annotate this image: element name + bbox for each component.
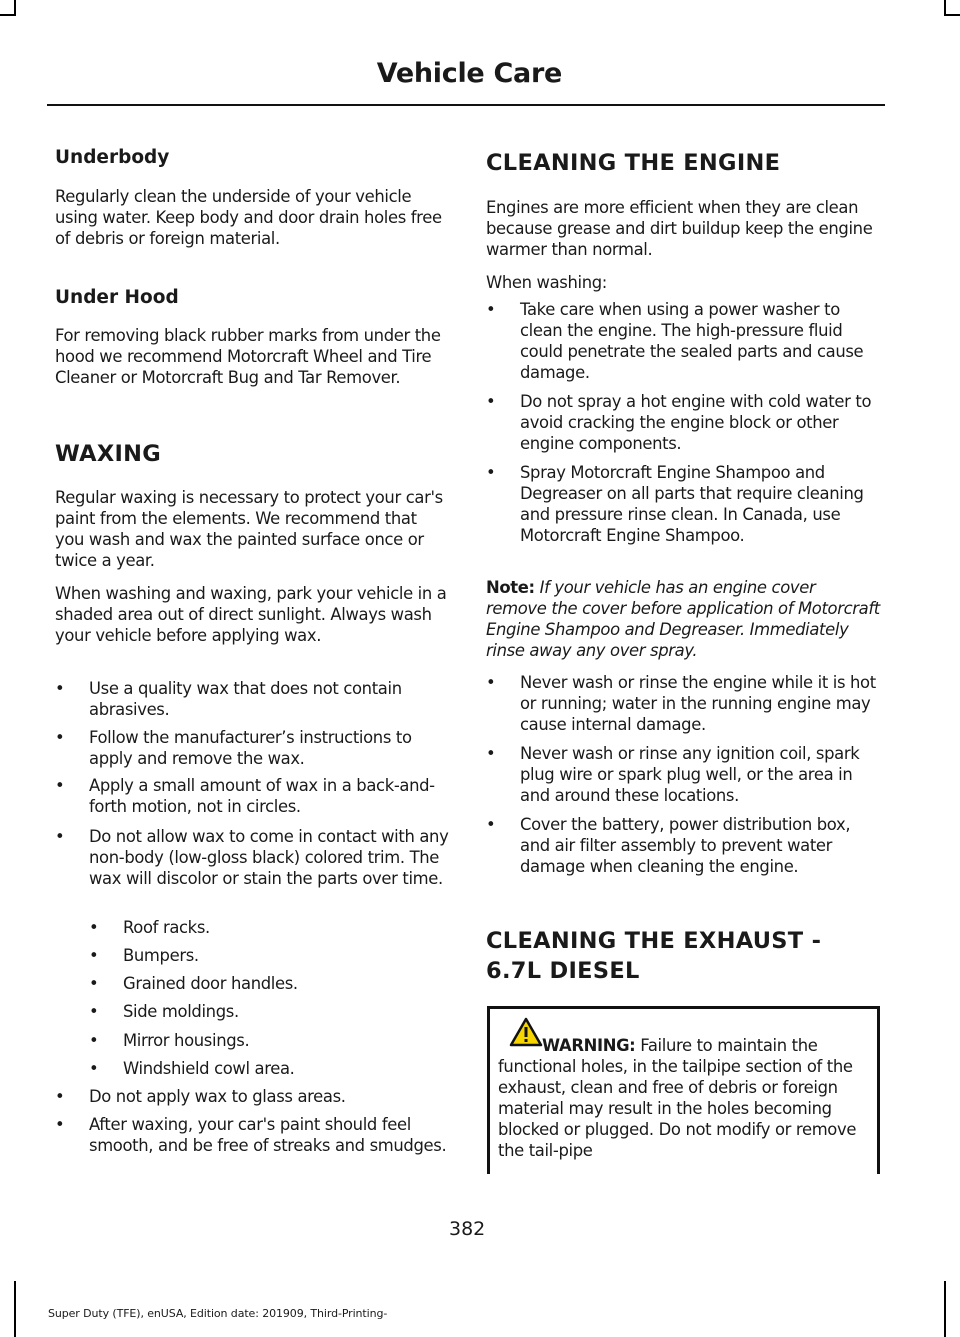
warning-box: [487, 1006, 880, 1174]
crop-mark: [0, 14, 16, 16]
note-paragraph: [486, 577, 880, 661]
warning-text: Failure to maintain the functional holes, in the tailpipe section of the exhaust, clean and free of debris or foreign material may result in the holes becoming blocked or plugged. Do not modify or remove the tail-pipe: [498, 1036, 857, 1160]
sub-list-item: • Grained door handles.: [89, 974, 298, 993]
crop-mark: [944, 1281, 946, 1337]
crop-mark: [14, 1281, 16, 1337]
footer-edition: Super Duty (TFE), enUSA, Edition date: 201909, Third-Printing-: [48, 1307, 388, 1320]
note-text: If your vehicle has an engine cover remove the cover before application of Motorcraft Engine Shampoo and Degreaser. Immediately rinse away any over spray.: [486, 578, 880, 660]
list-item: • Spray Motorcraft Engine Shampoo and Degreaser on all parts that require cleaning and pressure rinse clean. In Canada, use Motorcraft Engine Shampoo.: [486, 463, 864, 545]
waxing-paragraph-1: Regular waxing is necessary to protect your car's paint from the elements. We recommend that you wash and wax the painted surface once or twice a year.: [55, 488, 443, 570]
list-item: • Take care when using a power washer to clean the engine. The high-pressure fluid could penetrate the sealed parts and cause damage.: [486, 300, 864, 382]
crop-mark: [944, 14, 960, 16]
page-number: 382: [449, 1218, 486, 1240]
list-item: • Never wash or rinse any ignition coil, spark plug wire or spark plug well, or the area in and around these locations.: [486, 744, 860, 805]
header-divider: [47, 104, 885, 106]
list-item: • Never wash or rinse the engine while it is hot or running; water in the running engine may cause internal damage.: [486, 673, 876, 734]
list-item: • Cover the battery, power distribution box, and air filter assembly to prevent water damage when cleaning the engine.: [486, 815, 851, 876]
note-label: Note:: [486, 578, 535, 597]
engine-paragraph-2: When washing:: [486, 273, 607, 292]
warning-text-block: [498, 1035, 874, 1161]
underbody-text: Regularly clean the underside of your vehicle using water. Keep body and door drain holes free of debris or foreign material.: [55, 187, 442, 248]
warning-label: WARNING:: [542, 1036, 636, 1055]
list-item: • Follow the manufacturer’s instructions to apply and remove the wax.: [55, 728, 412, 768]
list-item: • Apply a small amount of wax in a back-and-forth motion, not in circles.: [55, 776, 435, 816]
sub-list-item: • Bumpers.: [89, 946, 199, 965]
under-hood-heading: Under Hood: [55, 287, 179, 308]
waxing-heading: WAXING: [55, 441, 162, 467]
sub-list-item: • Side moldings.: [89, 1002, 239, 1021]
list-item: • Do not allow wax to come in contact with any non-body (low-gloss black) colored trim. The wax will discolor or stain the parts over time.: [55, 827, 449, 888]
list-item: • Use a quality wax that does not contain abrasives.: [55, 679, 402, 719]
sub-list-item: • Windshield cowl area.: [89, 1059, 295, 1078]
sub-list-item: • Roof racks.: [89, 918, 210, 937]
engine-paragraph-1: Engines are more efficient when they are clean because grease and dirt buildup keep the engine warmer than normal.: [486, 198, 873, 259]
cleaning-engine-heading: CLEANING THE ENGINE: [486, 150, 781, 176]
list-item: • Do not apply wax to glass areas.: [55, 1087, 346, 1106]
list-item: • After waxing, your car's paint should feel smooth, and be free of streaks and smudges.: [55, 1115, 447, 1155]
under-hood-text: For removing black rubber marks from under the hood we recommend Motorcraft Wheel and Tire Cleaner or Motorcraft Bug and Tar Remover.: [55, 326, 441, 387]
list-item: • Do not spray a hot engine with cold water to avoid cracking the engine block or other engine components.: [486, 392, 872, 453]
sub-list-item: • Mirror housings.: [89, 1031, 250, 1050]
underbody-heading: Underbody: [55, 147, 170, 168]
waxing-paragraph-2: When washing and waxing, park your vehicle in a shaded area out of direct sunlight. Always wash your vehicle before applying wax.: [55, 584, 447, 645]
cleaning-exhaust-heading-line-2: 6.7L DIESEL: [486, 958, 640, 984]
cleaning-exhaust-heading: CLEANING THE EXHAUST -: [486, 928, 822, 954]
page-header-title: Vehicle Care: [376, 58, 562, 89]
